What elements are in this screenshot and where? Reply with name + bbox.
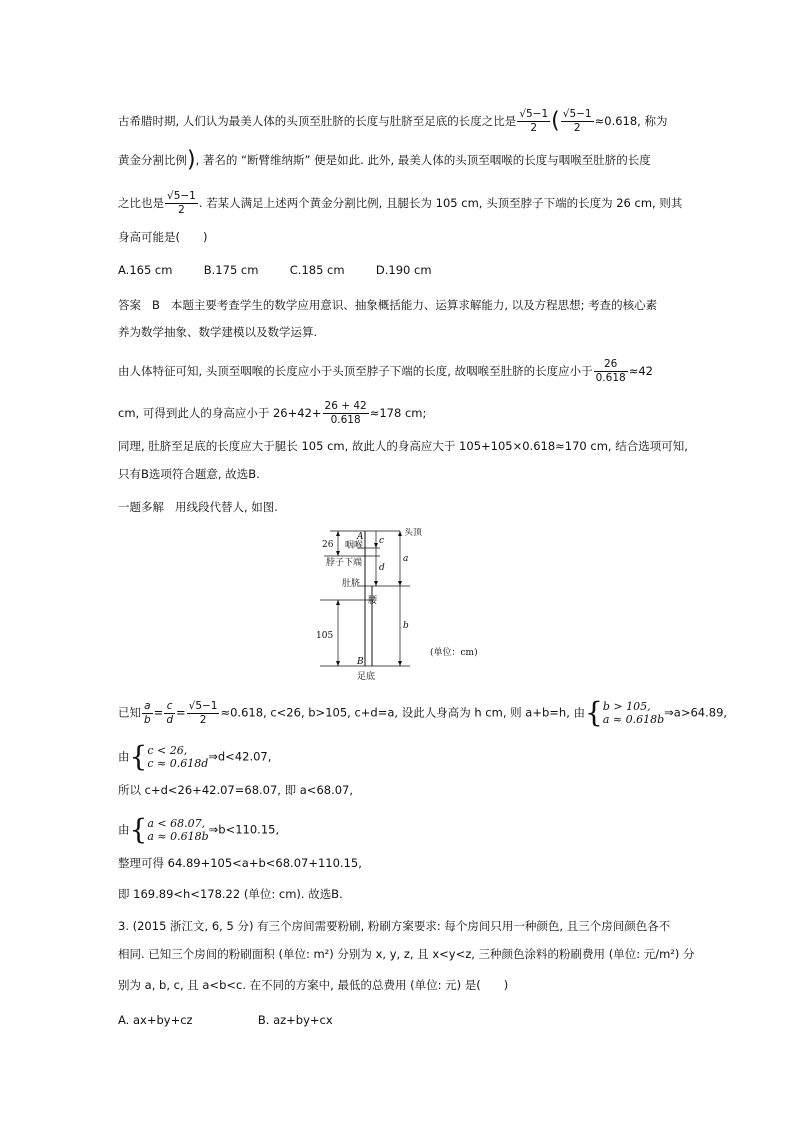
answer-line-6: 只有B选项符合题意, 故选B. [118, 467, 260, 481]
label-26: 26 [322, 540, 334, 550]
option-d: D.190 cm [375, 263, 432, 277]
label-105: 105 [316, 631, 334, 641]
option-a: A.165 cm [118, 263, 173, 277]
alt-step-1: 已知 $\frac{a}{b}$ = $\frac{c}{d}$ = $\frac{√5-1}{2}$ ≈0.618, c<26, b>105, c+d=a, 设此人身高为 h cm, 则 a+b=h, 由{b > 105, a ≈ 0.618b⇒a>64.89, [118, 696, 728, 729]
answer-label: 答案 [118, 298, 141, 312]
problem-line-3: 之比也是 $\frac{√5-1}{2}$ . 若某人满足上述两个黄金分割比例, 且腿长为 105 cm, 头顶至脖子下端的长度为 26 cm, 则其 [118, 190, 683, 216]
problem-line-4: 身高可能是( ) [118, 230, 208, 244]
label-unit: (单位：cm) [430, 648, 478, 658]
answer-line-4: cm, 可得到此人的身高应小于 26+42+ $\frac{26 + 42}{0.618}$ ≈178 cm; [118, 400, 427, 426]
alt-step-4: 由{a < 68.07, a ≈ 0.618b⇒b<110.15, [118, 813, 280, 846]
answer-line-5: 同理, 肚脐至足底的长度应大于腿长 105 cm, 故此人的身高应大于 105+105×0.618≈170 cm, 结合选项可知, [118, 439, 688, 453]
label-neck: 脖子下端 [326, 558, 363, 568]
option-b: B.175 cm [203, 263, 259, 277]
label-top: 头顶 [404, 528, 423, 538]
option-c: C.185 cm [289, 263, 345, 277]
system-1: {b > 105, a ≈ 0.618b [585, 696, 665, 729]
options-row [118, 262, 432, 278]
label-navel: 肚脐 [342, 579, 361, 589]
body-proportion-diagram [300, 528, 500, 683]
system-3: {a < 68.07, a ≈ 0.618b [129, 813, 209, 846]
label-seg-a: a [403, 554, 409, 564]
label-seg-c: c [379, 536, 385, 546]
answer-line-2: 养为数学抽象、数学建模以及数学运算. [118, 325, 318, 339]
alt-heading: 一题多解 [118, 500, 164, 514]
answer-line-3: 由人体特征可知, 头顶至咽喉的长度应小于头顶至脖子下端的长度, 故咽喉至肚脐的长度应小于 $\frac{26}{0.618}$ ≈42 [118, 358, 653, 384]
fraction-68-over-0618: $\frac{26 + 42}{0.618}$ [324, 400, 367, 426]
p3-option-a: A. ax+by+cz [118, 1013, 193, 1027]
problem3-options-row [118, 1012, 333, 1028]
alt-step-3: 所以 c+d<26+42.07=68.07, 即 a<68.07, [118, 783, 354, 797]
alt-step-2: 由{c < 26, c ≈ 0.618d⇒d<42.07, [118, 740, 272, 773]
label-point-b: B [357, 657, 364, 667]
answer-choice: B [151, 298, 160, 312]
problem-line-2: 黄金分割比例), 著名的 “断臂维纳斯” 便是如此. 此外, 最美人体的头顶至咽喉的长度与咽喉至肚脐的长度 [118, 147, 651, 173]
alt-step-6: 即 169.89<h<178.22 (单位: cm). 故选B. [118, 887, 343, 901]
fraction-26-over-0618: $\frac{26}{0.618}$ [595, 358, 626, 384]
label-waist: 腰 [368, 596, 378, 606]
p3-option-b: B. az+by+cx [257, 1013, 333, 1027]
alt-step-5: 整理可得 64.89+105<a+b<68.07+110.15, [118, 856, 362, 870]
label-point-a: A [357, 532, 364, 542]
problem3-line-3: 别为 a, b, c, 且 a<b<c. 在不同的方案中, 最低的总费用 (单位: 元) 是( ) [118, 978, 509, 992]
problem3-line-1: 3. (2015 浙江文, 6, 5 分) 有三个房间需要粉刷, 粉刷方案要求: 每个房间只用一种颜色, 且三个房间颜色各不 [118, 919, 671, 933]
golden-ratio-fraction: $\frac{√5-1}{2}$ [519, 108, 549, 134]
problem3-line-2: 相同. 已知三个房间的粉刷面积 (单位: m²) 分别为 x, y, z, 且 x<y<z, 三种颜色涂料的粉刷费用 (单位: 元/m²) 分 [118, 947, 695, 961]
label-seg-d: d [379, 563, 385, 573]
problem-line-1: 古希腊时期, 人们认为最美人体的头顶至肚脐的长度与肚脐至足底的长度之比是 $\frac{√5-1}{2}$ ( $\frac{√5-1}{2}$ ≈0.618, 称为 [118, 108, 668, 134]
golden-ratio-fraction-3: $\frac{√5-1}{2}$ [167, 190, 196, 216]
label-throat: 咽喉 [345, 541, 364, 551]
system-2: {c < 26, c ≈ 0.618d [129, 740, 209, 773]
answer-line-1: 答案 B 本题主要考查学生的数学应用意识、抽象概括能力、运算求解能力, 以及方程思想; 考查的核心素 [118, 298, 658, 312]
label-seg-b: b [403, 621, 409, 631]
alt-solution-heading-line: 一题多解 用线段代替人, 如图. [118, 500, 278, 514]
label-foot: 足底 [357, 672, 376, 682]
golden-ratio-fraction-2: $\frac{√5-1}{2}$ [562, 108, 592, 134]
